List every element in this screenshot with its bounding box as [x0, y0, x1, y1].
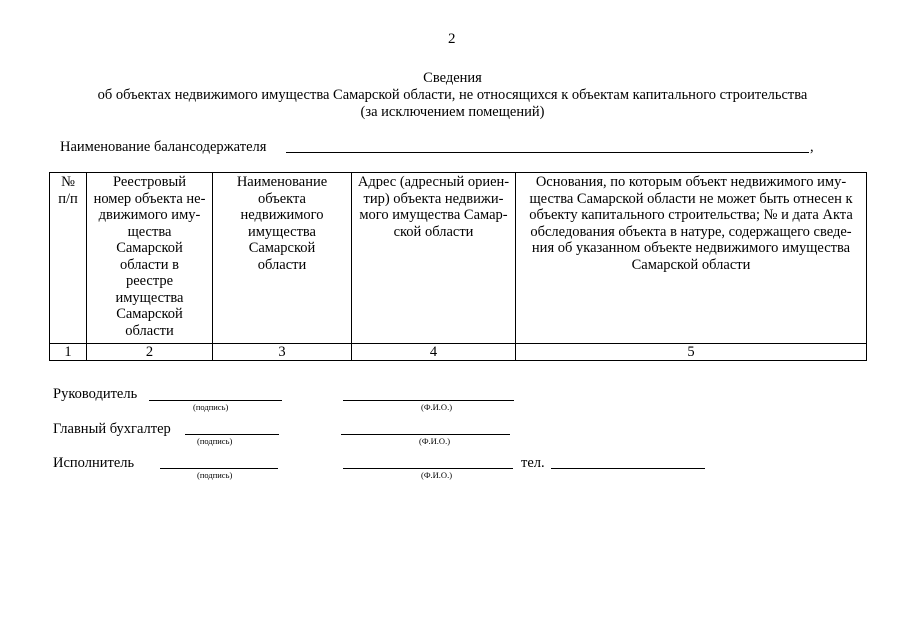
accountant-signature-field[interactable]: [185, 434, 279, 435]
accountant-label: Главный бухгалтер: [53, 421, 171, 437]
head-signature-hint: (подпись): [193, 402, 229, 412]
header-cell: [352, 173, 516, 344]
balance-holder-label: Наименование балансодержателя: [60, 139, 267, 155]
header-cell: [50, 173, 87, 344]
executor-name-field[interactable]: [343, 468, 513, 469]
table-column-number-row: [50, 344, 867, 361]
column-number: 1: [50, 344, 87, 361]
table-header-row: [50, 173, 867, 344]
header-text: Адрес (адресный ориен- тир) объекта недвижи- мого имущества Самар- ской области: [357, 174, 510, 240]
accountant-signature-hint: (подпись): [197, 436, 233, 446]
balance-holder-field[interactable]: [286, 152, 809, 153]
page-number: 2: [448, 31, 456, 47]
executor-name-hint: (Ф.И.О.): [421, 470, 453, 480]
header-cell: [213, 173, 352, 344]
header-text: Наименование объекта недвижимого имущества Самарской области: [236, 174, 328, 273]
phone-label: тел.: [521, 455, 545, 471]
column-number: 5: [516, 344, 867, 361]
header-text: Основания, по которым объект недвижимого иму- щества Самарской области не может быть отнесен к объекту капитального строительства; № и дата Акта обследования объекта в натуре, содержащего сведе- ния об указанном объекте недвижимого имущества Самарской области: [529, 174, 853, 273]
column-number: 3: [213, 344, 352, 361]
document-subtitle: об объектах недвижимого имущества Самарской области, не относящихся к объектам капитального строительства: [97, 87, 808, 103]
executor-label: Исполнитель: [53, 455, 135, 471]
column-number: 4: [352, 344, 516, 361]
head-signature-field[interactable]: [149, 400, 282, 401]
accountant-name-hint: (Ф.И.О.): [419, 436, 451, 446]
header-cell: [87, 173, 213, 344]
accountant-name-field[interactable]: [341, 434, 510, 435]
balance-holder-comma: ,: [810, 139, 814, 155]
header-text: Реестровый номер объекта не- движимого иму- щества Самарской области в реестре имущества Самарской области: [93, 174, 206, 339]
property-table: [49, 172, 867, 361]
document-subtitle-note: (за исключением помещений): [360, 104, 545, 120]
phone-field[interactable]: [551, 468, 705, 469]
header-text: № п/п: [58, 174, 78, 207]
executor-signature-field[interactable]: [160, 468, 278, 469]
head-name-hint: (Ф.И.О.): [421, 402, 453, 412]
head-label: Руководитель: [53, 386, 138, 402]
column-number: 2: [87, 344, 213, 361]
head-name-field[interactable]: [343, 400, 514, 401]
document-title: Сведения: [423, 70, 482, 86]
header-cell: [516, 173, 867, 344]
executor-signature-hint: (подпись): [197, 470, 233, 480]
